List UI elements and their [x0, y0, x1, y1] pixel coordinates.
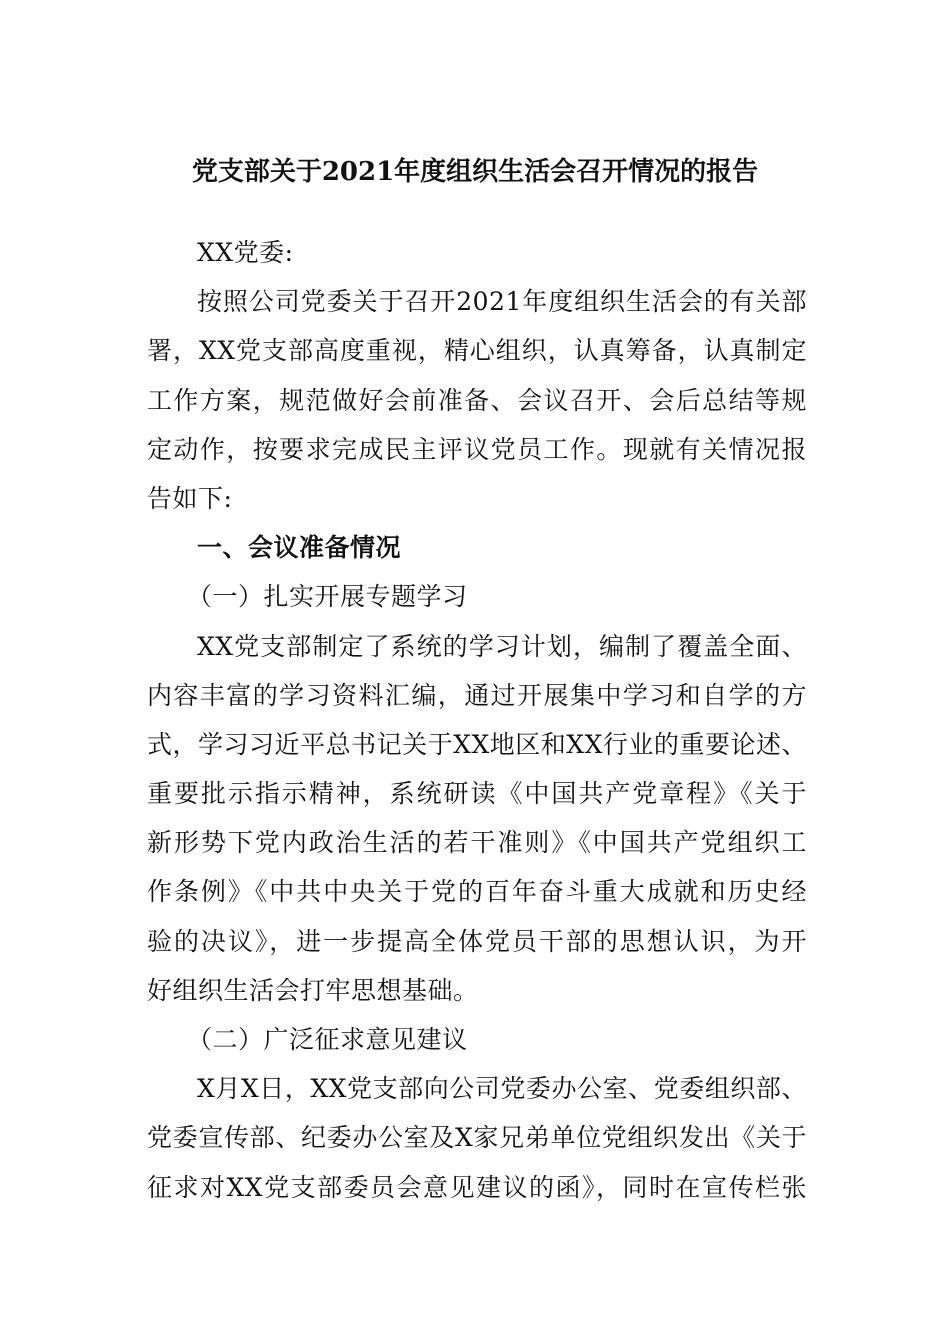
subsection-heading-1: （一）扎实开展专题学习 — [187, 582, 468, 612]
intro-line: 工作方案，规范做好会前准备、会议召开、会后总结等规 — [147, 385, 807, 415]
paragraph-line: 重要批示指示精神，系统研读《中国共产党章程》《关于 — [147, 779, 807, 809]
salutation: XX党委: — [197, 238, 294, 267]
document-body — [147, 228, 807, 1212]
paragraph-line: 党委宣传部、纪委办公室及X家兄弟单位党组织发出《关于 — [147, 1123, 807, 1153]
document-title: 党支部关于2021年度组织生活会召开情况的报告 — [191, 157, 759, 187]
intro-line: 署，XX党支部高度重视，精心组织，认真筹备，认真制定 — [147, 336, 807, 366]
paragraph-line: 作条例》《中共中央关于党的百年奋斗重大成就和历史经 — [147, 877, 807, 907]
intro-line: 告如下: — [147, 483, 233, 513]
paragraph-line: XX党支部制定了系统的学习计划，编制了覆盖全面、 — [197, 631, 807, 661]
paragraph-line: 验的决议》，进一步提高全体党员干部的思想认识，为开 — [147, 926, 807, 956]
paragraph-line: 征求对XX党支部委员会意见建议的函》，同时在宣传栏张 — [147, 1172, 807, 1202]
intro-line: 定动作，按要求完成民主评议党员工作。现就有关情况报 — [147, 434, 807, 464]
paragraph-line: 式，学习习近平总书记关于XX地区和XX行业的重要论述、 — [147, 729, 807, 759]
paragraph-line: 好组织生活会打牢思想基础。 — [147, 975, 479, 1005]
paragraph-line: 内容丰富的学习资料汇编，通过开展集中学习和自学的方 — [147, 680, 807, 710]
paragraph-line: X月X日，XX党支部向公司党委办公室、党委组织部、 — [197, 1074, 807, 1104]
section-heading-1: 一、会议准备情况 — [197, 533, 402, 563]
subsection-heading-2: （二）广泛征求意见建议 — [187, 1025, 468, 1054]
paragraph-line: 新形势下党内政治生活的若干准则》《中国共产党组织工 — [147, 828, 807, 858]
intro-line: 按照公司党委关于召开2021年度组织生活会的有关部 — [197, 287, 807, 317]
